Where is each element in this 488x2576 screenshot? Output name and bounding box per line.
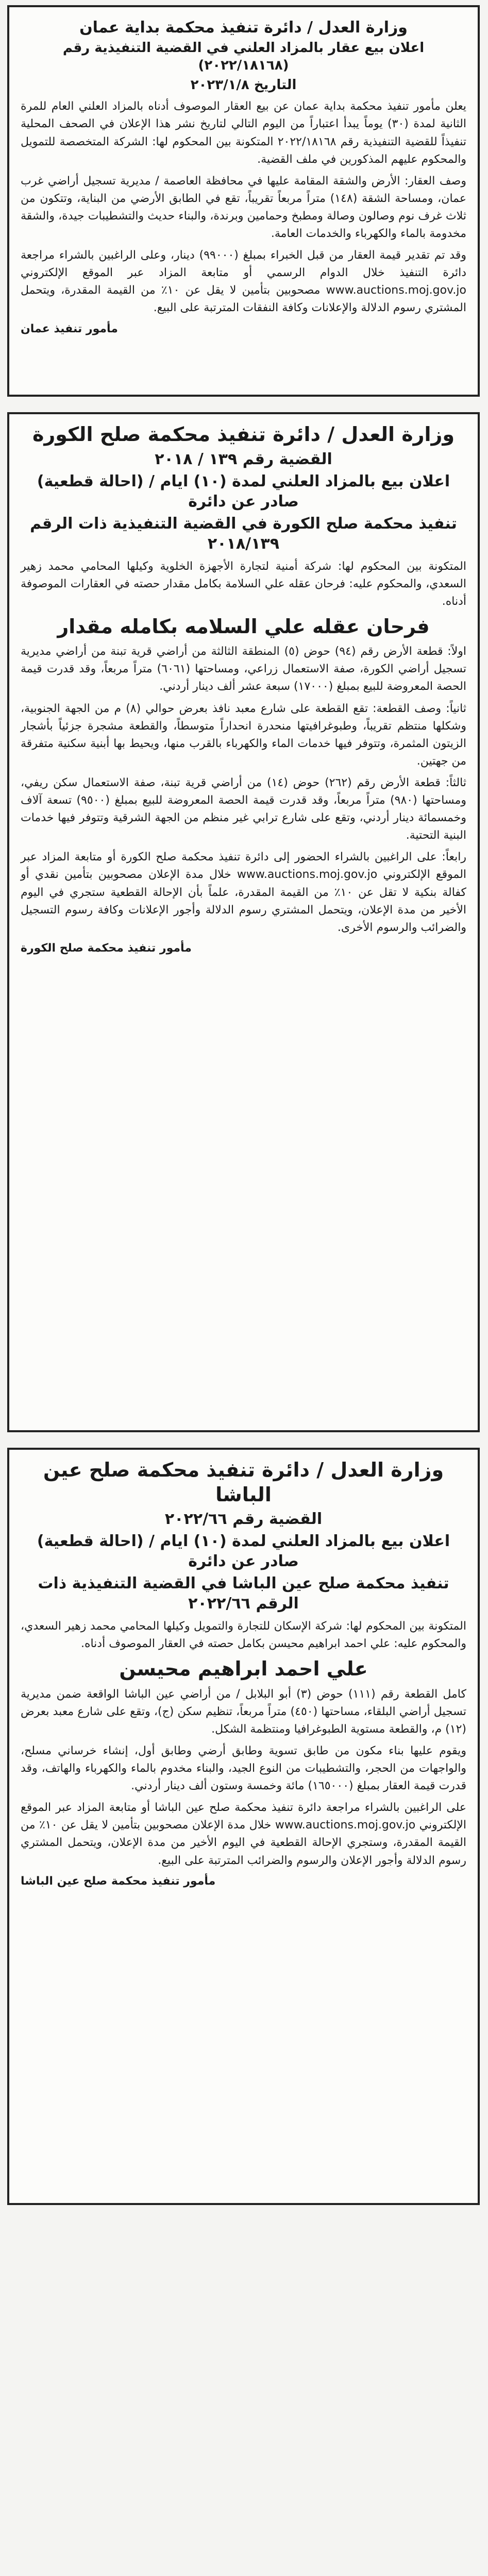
notice-parties: المتكونة بين المحكوم لها: شركة أمنية لتجارة الأجهزة الخلوية وكيلها المحامي محمد زهير السعدي، والمحكوم عليه: فرحان عقله علي السلامة بكامل مقدار حصته في العقارات الموصوفة أدناه.	[21, 560, 466, 608]
notice-paragraph: يعلن مأمور تنفيذ محكمة بداية عمان عن بيع العقار الموصوف أدناه بالمزاد العلني العام للمرة الثانية لمدة (٣٠) يوماً يبدأ اعتباراً من اليوم التالي لتاريخ نشر هذا الإعلان في الصحف المحلية تنفيذاً للقضية التنفيذية رقم ٢٠٢٢/١٨١٦٨ المتكونة بين المحكوم لها: الشركة المتخصصة للتمويل والمحكوم عليهم المذكورين في ملف القضية.	[21, 100, 467, 166]
auction-notice-ain-albasha	[7, 1448, 480, 2205]
notice-paragraph: كامل القطعة رقم (١١١) حوض (٣) أبو البلابل / من أراضي عين الباشا الواقعة ضمن مديرية تسجيل أراضي البلقاء، مساحتها (٤٥٠) متراً مربعاً، تنظيم سكن (ج)، وتقع على شارع معبد بعرض (١٢) م، والقطعة مستوية الطبوغرافيا ومنتظمة الشكل.	[21, 1687, 466, 1736]
notice-paragraph: ثانياً: وصف القطعة: تقع القطعة على شارع معبد نافذ بعرض حوالي (٨) م من الجهة الجنوبية، وشكلها منتظم تقريباً، وطبوغرافيتها منحدرة انحداراً متوسطاً، والقطعة مشجرة جزئياً بأشجار الزيتون المثمرة، وتتوفر فيها خدمات الماء والكهرباء بالقرب منها، ويحيط بها أبنية سكنية متفرقة من جهتين.	[21, 702, 466, 768]
notice-paragraph: رابعاً: على الراغبين بالشراء الحضور إلى دائرة تنفيذ محكمة صلح الكورة أو متابعة المزاد عبر الموقع الإلكتروني www.auctions.moj.gov.jo خلال مدة الإعلان مصحوبين بتأمين نقدي أو كفالة بنكية لا تقل عن ١٠٪ من القيمة المقدرة، علماً بأن الإحالة القطعية ستجري في اليوم الأخير من مدة الإعلان، ويتحمل المشتري رسوم الدلالة وأجور الإعلانات وكافة رسوم التسجيل والضرائب والرسوم الأخرى.	[21, 851, 467, 934]
notice-subheader: اعلان بيع عقار بالمزاد العلني في القضية التنفيذية رقم (٢٠٢٢/١٨١٦٨)	[62, 40, 425, 73]
notice-parties: المتكونة بين المحكوم لها: شركة الإسكان للتجارة والتمويل وكيلها المحامي محمد زهير السعدي، والمحكوم عليه: علي احمد ابراهيم محيسن بكامل حصته في العقار الموصوف أدناه.	[21, 1620, 466, 1651]
notice-subheader: القضية رقم ٢٠٢٢/٦٦	[164, 1510, 323, 1528]
debtor-name: فرحان عقله علي السلامه بكامله مقدار	[57, 615, 430, 638]
notice-title: اعلان بيع بالمزاد العلني لمدة (١٠) ايام / (احالة قطعية) صادر عن دائرة	[37, 472, 450, 511]
auction-notice-amman	[7, 5, 480, 397]
auction-notice-koura	[7, 412, 480, 1432]
notice-paragraph: وقد تم تقدير قيمة العقار من قبل الخبراء بمبلغ (٩٩٠٠٠) دينار، وعلى الراغبين بالشراء مراجعة دائرة التنفيذ خلال الدوام الرسمي أو متابعة المزاد عبر الموقع الإلكتروني www.auctions.moj.gov.jo مصحوبين بتأمين لا يقل عن ١٠٪ من القيمة المقدرة، ويتحمل المشتري رسوم الدلالة والإعلانات وكافة النفقات المترتبة على البيع.	[21, 249, 466, 315]
notice-date: التاريخ ٢٠٢٣/١/٨	[190, 77, 297, 93]
notice-header: وزارة العدل / دائرة تنفيذ محكمة بداية عمان	[79, 19, 408, 37]
notice-paragraph: على الراغبين بالشراء مراجعة دائرة تنفيذ محكمة صلح عين الباشا أو متابعة المزاد عبر الموقع الإلكتروني www.auctions.moj.gov.jo خلال مدة الإعلان مصحوبين بتأمين لا يقل عن ١٠٪ من القيمة المقدرة، وستجري الإحالة القطعية في اليوم الأخير من مدة الإعلان، ويتحمل المشتري رسوم الدلالة وأجور الإعلان والرسوم والضرائب المترتبة على البيع.	[21, 1801, 467, 1867]
notice-paragraph: ثالثاً: قطعة الأرض رقم (٢٦٢) حوض (١٤) من أراضي قرية تبنة، صفة الاستعمال سكن ريفي، ومساحتها (٩٨٠) متراً مربعاً، وقد قدرت قيمة الحصة المعروضة للبيع بمبلغ (٩٥٠٠) تسعة آلاف وخمسمائة دينار أردني، وتقع على شارع ترابي غير منظم من الجهة الشرقية وتتوفر فيها خدمات البنية التحتية.	[21, 776, 467, 842]
notice-title: اعلان بيع بالمزاد العلني لمدة (١٠) ايام / (احالة قطعية) صادر عن دائرة	[37, 1532, 450, 1570]
notice-title: تنفيذ محكمة صلح الكورة في القضية التنفيذية ذات الرقم ٢٠١٨/١٣٩	[30, 514, 457, 553]
notice-signature: مأمور تنفيذ عمان	[21, 322, 118, 335]
notice-signature: مأمور تنفيذ محكمة صلح عين الباشا	[21, 1874, 216, 1888]
notice-paragraph: اولاً: قطعة الأرض رقم (٩٤) حوض (٥) المنطقة الثالثة من أراضي قرية تبنة من أراضي مديرية تسجيل أراضي الكورة، صفة الاستعمال زراعي، ومساحتها (٦٠٦١) متراً مربعاً، وقد قدرت قيمة الحصة المعروضة للبيع بمبلغ (١٧٠٠٠) سبعة عشر ألف دينار أردني.	[21, 645, 467, 693]
notice-header: وزارة العدل / دائرة تنفيذ محكمة صلح عين الباشا	[43, 1459, 444, 1506]
notice-paragraph: وصف العقار: الأرض والشقة المقامة عليها في محافظة العاصمة / مديرية تسجيل أراضي غرب عمان، ومساحة الشقة (١٤٨) متراً مربعاً تقريباً، تقع في الطابق الأرضي من البناية، وتتكون من ثلاث غرف نوم وصالون وصالة ومطبخ وحمامين وبرندة، والبناء حديث والتشطيبات جيدة، والشقة مخدومة بالماء والكهرباء والخدمات العامة.	[21, 174, 466, 241]
debtor-name: علي احمد ابراهيم محيسن	[119, 1657, 368, 1681]
notice-header: وزارة العدل / دائرة تنفيذ محكمة صلح الكورة	[32, 423, 455, 446]
notice-paragraph: ويقوم عليها بناء مكون من طابق تسوية وطابق أرضي وطابق أول، إنشاء خرساني مسلح، والواجهات من الحجر، والتشطيبات من النوع الجيد، والبناء مخدوم بالماء والكهرباء والهاتف، وقد قدرت قيمة العقار بمبلغ (١٦٥٠٠٠) مائة وخمسة وستون ألف دينار أردني.	[21, 1744, 466, 1793]
notice-signature: مأمور تنفيذ محكمة صلح الكورة	[21, 941, 192, 955]
notice-subheader: القضية رقم ١٣٩ / ٢٠١٨	[155, 450, 332, 468]
notice-title: تنفيذ محكمة صلح عين الباشا في القضية التنفيذية ذات الرقم ٢٠٢٢/٦٦	[38, 1574, 449, 1613]
